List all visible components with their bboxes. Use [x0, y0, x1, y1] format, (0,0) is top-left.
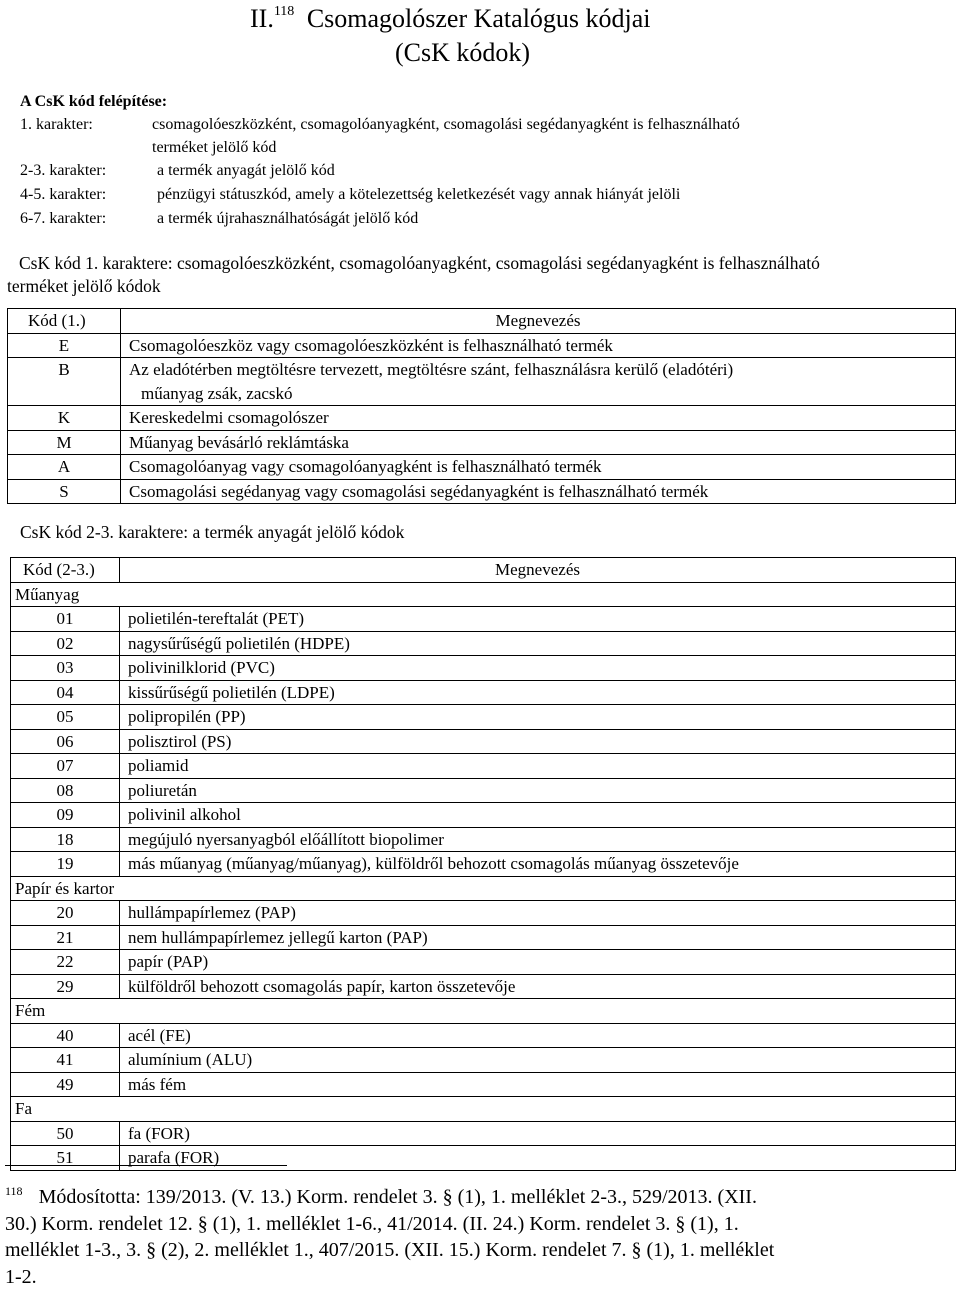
- header-name: Megnevezés: [120, 558, 956, 583]
- table-row: [8, 358, 956, 406]
- table-row: [11, 1121, 956, 1146]
- structure-heading: A CsK kód felépítése:: [20, 93, 167, 111]
- table-row: [11, 1072, 956, 1097]
- code-cell: 49: [11, 1072, 120, 1097]
- code-cell: 02: [11, 631, 120, 656]
- header-code: Kód (2-3.): [11, 558, 120, 583]
- name-cell: megújuló nyersanyagból előállított biopolimer: [120, 827, 956, 852]
- table-row: [8, 430, 956, 455]
- code-cell: 29: [11, 974, 120, 999]
- code-cell: 19: [11, 852, 120, 877]
- footnote: [5, 1178, 774, 1290]
- group-row: [11, 999, 956, 1024]
- code-cell: 09: [11, 803, 120, 828]
- group-label: Fém: [11, 999, 956, 1024]
- name-cell: külföldről behozott csomagolás papír, karton összetevője: [120, 974, 956, 999]
- name-cell: nagysűrűségű polietilén (HDPE): [120, 631, 956, 656]
- table-row: [11, 852, 956, 877]
- section1-intro-line2: terméket jelölő kódok: [7, 275, 820, 298]
- group-row: [11, 876, 956, 901]
- table-row: [11, 754, 956, 779]
- code-cell: K: [8, 406, 121, 431]
- name-cell: [121, 406, 956, 431]
- table-row: [11, 778, 956, 803]
- name-text: Csomagolási segédanyag vagy csomagolási segédanyagként is felhasználható termék: [129, 480, 955, 504]
- structure-label: 1. karakter:: [20, 116, 93, 134]
- name-cell: fa (FOR): [120, 1121, 956, 1146]
- header-code: Kód (1.): [8, 309, 121, 334]
- structure-text: a termék újrahasználhatóságát jelölő kód: [157, 210, 418, 228]
- material-table: [10, 557, 956, 1171]
- code-cell: A: [8, 455, 121, 480]
- group-label: Műanyag: [11, 582, 956, 607]
- section2-intro: CsK kód 2-3. karaktere: a termék anyagát jelölő kódok: [20, 522, 404, 543]
- name-cell: [121, 455, 956, 480]
- name-cell: polietilén-tereftalát (PET): [120, 607, 956, 632]
- code-cell: S: [8, 479, 121, 504]
- group-label: Fa: [11, 1097, 956, 1122]
- name-cell: más fém: [120, 1072, 956, 1097]
- code-cell: 51: [11, 1146, 120, 1171]
- code-cell: 04: [11, 680, 120, 705]
- footnote-line3: melléklet 1-3., 3. § (2), 2. melléklet 1., 407/2015. (XII. 15.) Korm. rendelet 7. § (1), 1. melléklet: [5, 1237, 774, 1264]
- name-cell: kissűrűségű polietilén (LDPE): [120, 680, 956, 705]
- table-row: [11, 631, 956, 656]
- table-row: [11, 729, 956, 754]
- name-cell: [121, 333, 956, 358]
- footnote-divider: [5, 1165, 287, 1166]
- table-row: [11, 705, 956, 730]
- code-cell: 22: [11, 950, 120, 975]
- code-cell: M: [8, 430, 121, 455]
- name-cell: polivinil alkohol: [120, 803, 956, 828]
- table-row: [11, 680, 956, 705]
- name-cell: papír (PAP): [120, 950, 956, 975]
- structure-text: csomagolóeszközként, csomagolóanyagként, csomagolási segédanyagként is felhasználható: [152, 116, 740, 134]
- table-row: [11, 607, 956, 632]
- code-cell: 20: [11, 901, 120, 926]
- table-row: [11, 803, 956, 828]
- code-cell: 01: [11, 607, 120, 632]
- name-cell: poliamid: [120, 754, 956, 779]
- table-header: [8, 309, 956, 334]
- character1-table: [7, 308, 956, 504]
- name-cell: acél (FE): [120, 1023, 956, 1048]
- page-title: [250, 4, 651, 34]
- code-cell: 06: [11, 729, 120, 754]
- table-row: [8, 455, 956, 480]
- name-text: Műanyag bevásárló reklámtáska: [129, 431, 955, 455]
- title-line1: Csomagolószer Katalógus kódjai: [307, 4, 651, 33]
- table-row: [8, 333, 956, 358]
- footnote-line2: 30.) Korm. rendelet 12. § (1), 1. melléklet 1-6., 41/2014. (II. 24.) Korm. rendelet 3. § (1), 1.: [5, 1211, 774, 1238]
- code-cell: 18: [11, 827, 120, 852]
- name-cell: parafa (FOR): [120, 1146, 956, 1171]
- section1-intro-line1: CsK kód 1. karaktere: csomagolóeszközként, csomagolóanyagként, csomagolási segédanyagként is felhasználható: [7, 252, 820, 275]
- group-row: [11, 1097, 956, 1122]
- name-text: Az eladótérben megtöltésre tervezett, megtöltésre szánt, felhasználásra kerülő (eladótéri): [129, 358, 955, 382]
- name-text: Kereskedelmi csomagolószer: [129, 406, 955, 430]
- code-cell: 03: [11, 656, 120, 681]
- structure-label: 2-3. karakter:: [20, 162, 106, 180]
- table-row: [11, 1023, 956, 1048]
- header-name: Megnevezés: [121, 309, 956, 334]
- table-row: [11, 1146, 956, 1171]
- code-cell: 50: [11, 1121, 120, 1146]
- section1-intro: [7, 252, 820, 298]
- structure-text-continued: terméket jelölő kód: [152, 139, 276, 157]
- name-cell: más műanyag (műanyag/műanyag), külföldről behozott csomagolás műanyag összetevője: [120, 852, 956, 877]
- code-cell: 21: [11, 925, 120, 950]
- code-cell: 05: [11, 705, 120, 730]
- table-row: [8, 479, 956, 504]
- name-text: Csomagolóeszköz vagy csomagolóeszközként is felhasználható termék: [129, 334, 955, 358]
- name-cell: poliuretán: [120, 778, 956, 803]
- name-cell: polipropilén (PP): [120, 705, 956, 730]
- name-cell: alumínium (ALU): [120, 1048, 956, 1073]
- table-row: [11, 925, 956, 950]
- title-prefix: II.: [250, 4, 274, 33]
- footnote-mark: 118: [274, 4, 294, 19]
- structure-text: pénzügyi státuszkód, amely a kötelezettség keletkezését vagy annak hiányát jelöli: [157, 186, 680, 204]
- name-cell: polivinilklorid (PVC): [120, 656, 956, 681]
- table-header: [11, 558, 956, 583]
- code-cell: 07: [11, 754, 120, 779]
- name-cell: [121, 430, 956, 455]
- structure-text: a termék anyagát jelölő kód: [157, 162, 335, 180]
- code-cell: 40: [11, 1023, 120, 1048]
- name-text: Csomagolóanyag vagy csomagolóanyagként is felhasználható termék: [129, 455, 955, 479]
- structure-label: 6-7. karakter:: [20, 210, 106, 228]
- name-text-continued: műanyag zsák, zacskó: [129, 382, 955, 406]
- name-cell: nem hullámpapírlemez jellegű karton (PAP): [120, 925, 956, 950]
- table-row: [11, 901, 956, 926]
- name-cell: [121, 479, 956, 504]
- table-row: [11, 656, 956, 681]
- name-cell: polisztirol (PS): [120, 729, 956, 754]
- table-row: [11, 1048, 956, 1073]
- name-cell: hullámpapírlemez (PAP): [120, 901, 956, 926]
- code-cell: 08: [11, 778, 120, 803]
- table-row: [11, 974, 956, 999]
- table-row: [8, 406, 956, 431]
- group-row: [11, 582, 956, 607]
- code-cell: B: [8, 358, 121, 406]
- table-row: [11, 950, 956, 975]
- group-label: Papír és kartor: [11, 876, 956, 901]
- code-cell: 41: [11, 1048, 120, 1073]
- code-cell: E: [8, 333, 121, 358]
- name-cell: [121, 358, 956, 406]
- footnote-number: 118: [5, 1184, 23, 1198]
- footnote-line4: 1-2.: [5, 1264, 774, 1290]
- table-row: [11, 827, 956, 852]
- structure-label: 4-5. karakter:: [20, 186, 106, 204]
- page-subtitle: (CsK kódok): [395, 38, 530, 68]
- footnote-line1: Módosította: 139/2013. (V. 13.) Korm. rendelet 3. § (1), 1. melléklet 2-3., 529/2013. (XII.: [39, 1186, 757, 1208]
